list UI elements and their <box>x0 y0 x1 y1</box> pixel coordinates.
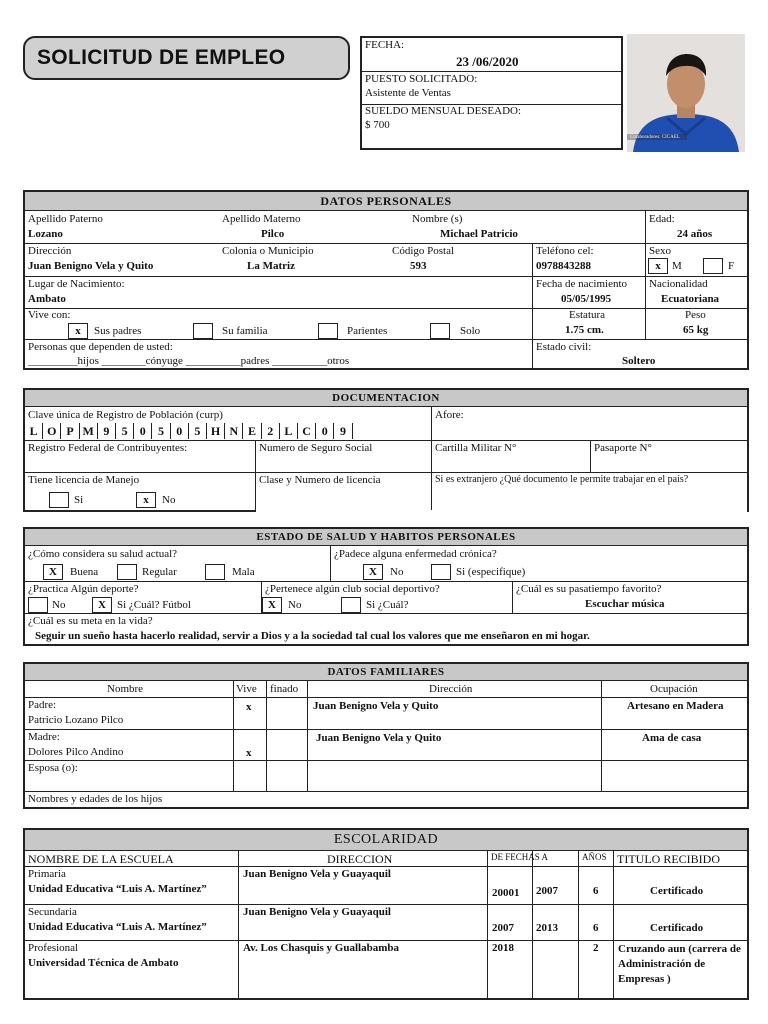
padre-label: Padre: <box>28 699 57 711</box>
edad-label: Edad: <box>649 213 675 225</box>
madre-vive: x <box>246 747 252 759</box>
titulo-secundaria: Certificado <box>650 922 704 934</box>
estatura-label: Estatura <box>569 309 606 321</box>
salud-buena-checkbox[interactable]: X <box>43 564 63 580</box>
col-vive: Vive <box>236 683 257 695</box>
anos-primaria: 6 <box>593 885 599 897</box>
nivel-profesional: Profesional <box>28 942 79 954</box>
col-escuela: NOMBRE DE LA ESCUELA <box>28 852 174 866</box>
deporte-no-checkbox[interactable] <box>28 597 48 613</box>
curp-char-cell: 0 <box>316 423 334 439</box>
telefono-value: 0978843288 <box>536 260 591 272</box>
apellido-materno-label: Apellido Materno <box>222 213 301 225</box>
section-salud <box>23 527 749 646</box>
curp-char-cell: E <box>243 423 261 439</box>
sexo-label: Sexo <box>649 245 671 257</box>
deporte-si-checkbox[interactable]: X <box>92 597 112 613</box>
vive-parientes-label: Parientes <box>347 325 388 337</box>
escuela-secundaria: Unidad Educativa “Luis A. Martínez” <box>28 921 207 933</box>
anos-profesional: 2 <box>593 942 599 954</box>
sexo-m-checkbox[interactable]: x <box>648 258 668 274</box>
section-datos-personales <box>23 190 749 370</box>
direccion-label: Dirección <box>28 245 72 257</box>
afore-label: Afore: <box>435 409 464 421</box>
fecha-nacimiento-label: Fecha de nacimiento <box>536 278 628 290</box>
cronica-question: ¿Padece alguna enfermedad crónica? <box>334 548 497 560</box>
meta-value: Seguir un sueño hasta hacerlo realidad, servir a Dios y a la sociedad tal cual los valores que me enseñaron en mi hogar. <box>35 630 590 642</box>
club-question: ¿Pertenece algún club social deportivo? <box>265 583 440 595</box>
vive-parientes-checkbox[interactable] <box>318 323 338 339</box>
heading-escolaridad: ESCOLARIDAD <box>25 830 747 851</box>
curp-char-cell: 0 <box>134 423 152 439</box>
col-anos: AÑOS <box>582 852 607 862</box>
fecha-value: 23 /06/2020 <box>456 54 519 69</box>
apellido-paterno-value: Lozano <box>28 228 63 240</box>
col-titulo: TITULO RECIBIDO <box>617 852 720 866</box>
padre-vive: x <box>246 701 252 713</box>
heading-datos-familiares: DATOS FAMILIARES <box>25 664 747 681</box>
nombre-value: Michael Patricio <box>440 228 518 240</box>
curp-char-cell: 9 <box>98 423 116 439</box>
madre-label: Madre: <box>28 731 60 743</box>
vive-familia-checkbox[interactable] <box>193 323 213 339</box>
cronica-no-checkbox[interactable]: X <box>363 564 383 580</box>
curp-char-cell: N <box>225 423 243 439</box>
vive-familia-label: Su familia <box>222 325 268 337</box>
madre-ocupacion: Ama de casa <box>642 732 702 744</box>
sexo-f-checkbox[interactable] <box>703 258 723 274</box>
pasaporte-label: Pasaporte N° <box>594 442 652 454</box>
licencia-label: Tiene licencia de Manejo <box>28 474 140 486</box>
dir-primaria: Juan Benigno Vela y Guayaquil <box>243 868 391 880</box>
a-primaria: 2007 <box>536 885 558 897</box>
esposa-label: Esposa (o): <box>28 762 78 774</box>
puesto-value: Asistente de Ventas <box>365 87 451 99</box>
curp-grid <box>25 423 355 439</box>
deporte-no-label: No <box>52 599 66 611</box>
deporte-question: ¿Practica Algún deporte? <box>28 583 139 595</box>
col-direccion-escuela: DIRECCION <box>327 852 393 866</box>
curp-char-cell: 9 <box>334 423 352 439</box>
telefono-label: Teléfono cel: <box>536 245 594 257</box>
licencia-si-label: Si <box>74 494 84 506</box>
col-finado: finado <box>270 683 299 695</box>
salud-question: ¿Cómo considera su salud actual? <box>28 548 178 560</box>
club-si-label: Si ¿Cuál? <box>366 599 409 611</box>
vive-padres-label: Sus padres <box>94 325 142 337</box>
salud-mala-checkbox[interactable] <box>205 564 225 580</box>
pasatiempo-question: ¿Cuál es su pasatiempo favorito? <box>516 583 662 595</box>
sueldo-label: SUELDO MENSUAL DESEADO: <box>365 105 522 117</box>
col-nombre: Nombre <box>107 683 144 695</box>
anos-secundaria: 6 <box>593 922 599 934</box>
cronica-si-label: Si (especifique) <box>456 566 526 578</box>
padre-ocupacion: Artesano en Madera <box>627 700 724 712</box>
vive-solo-checkbox[interactable] <box>430 323 450 339</box>
licencia-no-label: No <box>162 494 176 506</box>
clase-licencia-label: Clase y Numero de licencia <box>259 474 381 486</box>
curp-char-cell: O <box>43 423 61 439</box>
curp-char-cell: C <box>298 423 316 439</box>
col-direccion: Dirección <box>429 683 473 695</box>
codigo-postal-label: Código Postal <box>392 245 455 257</box>
madre-direccion: Juan Benigno Vela y Quito <box>316 732 442 744</box>
estatura-value: 1.75 cm. <box>565 324 604 336</box>
peso-value: 65 kg <box>683 324 709 336</box>
dependen-label: Personas que dependen de usted: <box>28 341 173 353</box>
nacionalidad-value: Ecuatoriana <box>661 293 720 305</box>
colonia-label: Colonia o Municipio <box>222 245 314 257</box>
club-no-checkbox[interactable]: X <box>262 597 282 613</box>
col-fechas: DE FECHAS A <box>491 852 549 862</box>
salud-buena-label: Buena <box>70 566 99 578</box>
extranjero-label: Si es extranjero ¿Qué documento le permite trabajar en el país? <box>435 474 689 485</box>
nivel-primaria: Primaria <box>28 868 66 880</box>
puesto-label: PUESTO SOLICITADO: <box>365 73 478 85</box>
club-si-checkbox[interactable] <box>341 597 361 613</box>
curp-label: Clave única de Registro de Población (curp) <box>28 409 223 421</box>
titulo-profesional: Cruzando aun (carrera de Administración de Empresas ) <box>618 943 741 985</box>
header-info-box <box>360 36 623 150</box>
estado-civil-value: Soltero <box>622 355 656 367</box>
vive-con-label: Vive con: <box>28 309 71 321</box>
curp-char-cell: H <box>207 423 225 439</box>
lugar-label: Lugar de Nacimiento: <box>28 278 125 290</box>
section-escolaridad <box>23 828 749 1000</box>
nss-label: Numero de Seguro Social <box>259 442 373 454</box>
curp-char-cell: 5 <box>189 423 207 439</box>
heading-salud: ESTADO DE SALUD Y HABITOS PERSONALES <box>25 529 747 546</box>
de-primaria: 20001 <box>492 887 520 899</box>
cronica-si-checkbox[interactable] <box>431 564 451 580</box>
photo-caption: Colaboradores: CICAEL <box>630 135 680 140</box>
codigo-postal-value: 593 <box>410 260 427 272</box>
rfc-label: Registro Federal de Contribuyentes: <box>28 442 188 454</box>
licencia-no-checkbox[interactable]: x <box>136 492 156 508</box>
estado-civil-label: Estado civil: <box>536 341 592 353</box>
deporte-si-label: Si ¿Cuál? Fútbol <box>117 599 191 611</box>
colonia-value: La Matriz <box>247 260 295 272</box>
sexo-f-label: F <box>728 260 735 272</box>
hijos-label: Nombres y edades de los hijos <box>28 793 163 805</box>
form-title: SOLICITUD DE EMPLEO <box>37 46 286 69</box>
de-profesional: 2018 <box>492 942 514 954</box>
curp-char-cell: 2 <box>262 423 280 439</box>
escuela-profesional: Universidad Técnica de Ambato <box>28 957 179 969</box>
nivel-secundaria: Secundaria <box>28 906 77 918</box>
direccion-value: Juan Benigno Vela y Quito <box>28 260 154 272</box>
form-title-box <box>23 36 350 80</box>
dependen-line: _________hijos ________cónyuge __________padres __________otros <box>28 355 350 367</box>
fecha-label: FECHA: <box>365 39 405 51</box>
meta-question: ¿Cuál es su meta en la vida? <box>28 615 153 627</box>
dir-secundaria: Juan Benigno Vela y Guayaquil <box>243 906 391 918</box>
col-ocupacion: Ocupación <box>650 683 698 695</box>
dir-profesional: Av. Los Chasquis y Guallabamba <box>243 942 399 954</box>
salud-mala-label: Mala <box>232 566 255 578</box>
titulo-primaria: Certificado <box>650 885 704 897</box>
escuela-primaria: Unidad Educativa “Luis A. Martínez” <box>28 883 207 895</box>
peso-label: Peso <box>685 309 706 321</box>
curp-char-cell: 5 <box>152 423 170 439</box>
pasatiempo-value: Escuchar música <box>585 598 665 610</box>
salud-regular-checkbox[interactable] <box>117 564 137 580</box>
fecha-nacimiento-value: 05/05/1995 <box>561 293 612 305</box>
licencia-si-checkbox[interactable] <box>49 492 69 508</box>
apellido-materno-value: Pilco <box>261 228 285 240</box>
madre-nombre: Dolores Pilco Andino <box>28 746 124 758</box>
heading-documentacion: DOCUMENTACION <box>25 390 747 407</box>
a-secundaria: 2013 <box>536 922 558 934</box>
de-secundaria: 2007 <box>492 922 514 934</box>
vive-solo-label: Solo <box>460 325 481 337</box>
cartilla-label: Cartilla Militar N° <box>435 442 517 454</box>
edad-value: 24 años <box>677 228 713 240</box>
heading-datos-personales: DATOS PERSONALES <box>25 192 747 211</box>
club-no-label: No <box>288 599 302 611</box>
sueldo-value: $ 700 <box>365 119 390 131</box>
nacionalidad-label: Nacionalidad <box>649 278 708 290</box>
applicant-photo <box>627 34 745 152</box>
salud-regular-label: Regular <box>142 566 177 578</box>
curp-char-cell: P <box>61 423 79 439</box>
cronica-no-label: No <box>390 566 404 578</box>
curp-char-cell: L <box>280 423 298 439</box>
padre-direccion: Juan Benigno Vela y Quito <box>313 700 439 712</box>
vive-padres-checkbox[interactable]: x <box>68 323 88 339</box>
sexo-m-label: M <box>672 260 682 272</box>
section-documentacion <box>23 388 749 512</box>
curp-char-cell: 5 <box>116 423 134 439</box>
apellido-paterno-label: Apellido Paterno <box>28 213 103 225</box>
curp-char-cell: L <box>25 423 43 439</box>
section-datos-familiares <box>23 662 749 809</box>
lugar-value: Ambato <box>28 293 66 305</box>
padre-nombre: Patricio Lozano Pilco <box>28 714 124 726</box>
curp-char-cell: 0 <box>171 423 189 439</box>
curp-char-cell: M <box>80 423 98 439</box>
nombre-label: Nombre (s) <box>412 213 463 225</box>
